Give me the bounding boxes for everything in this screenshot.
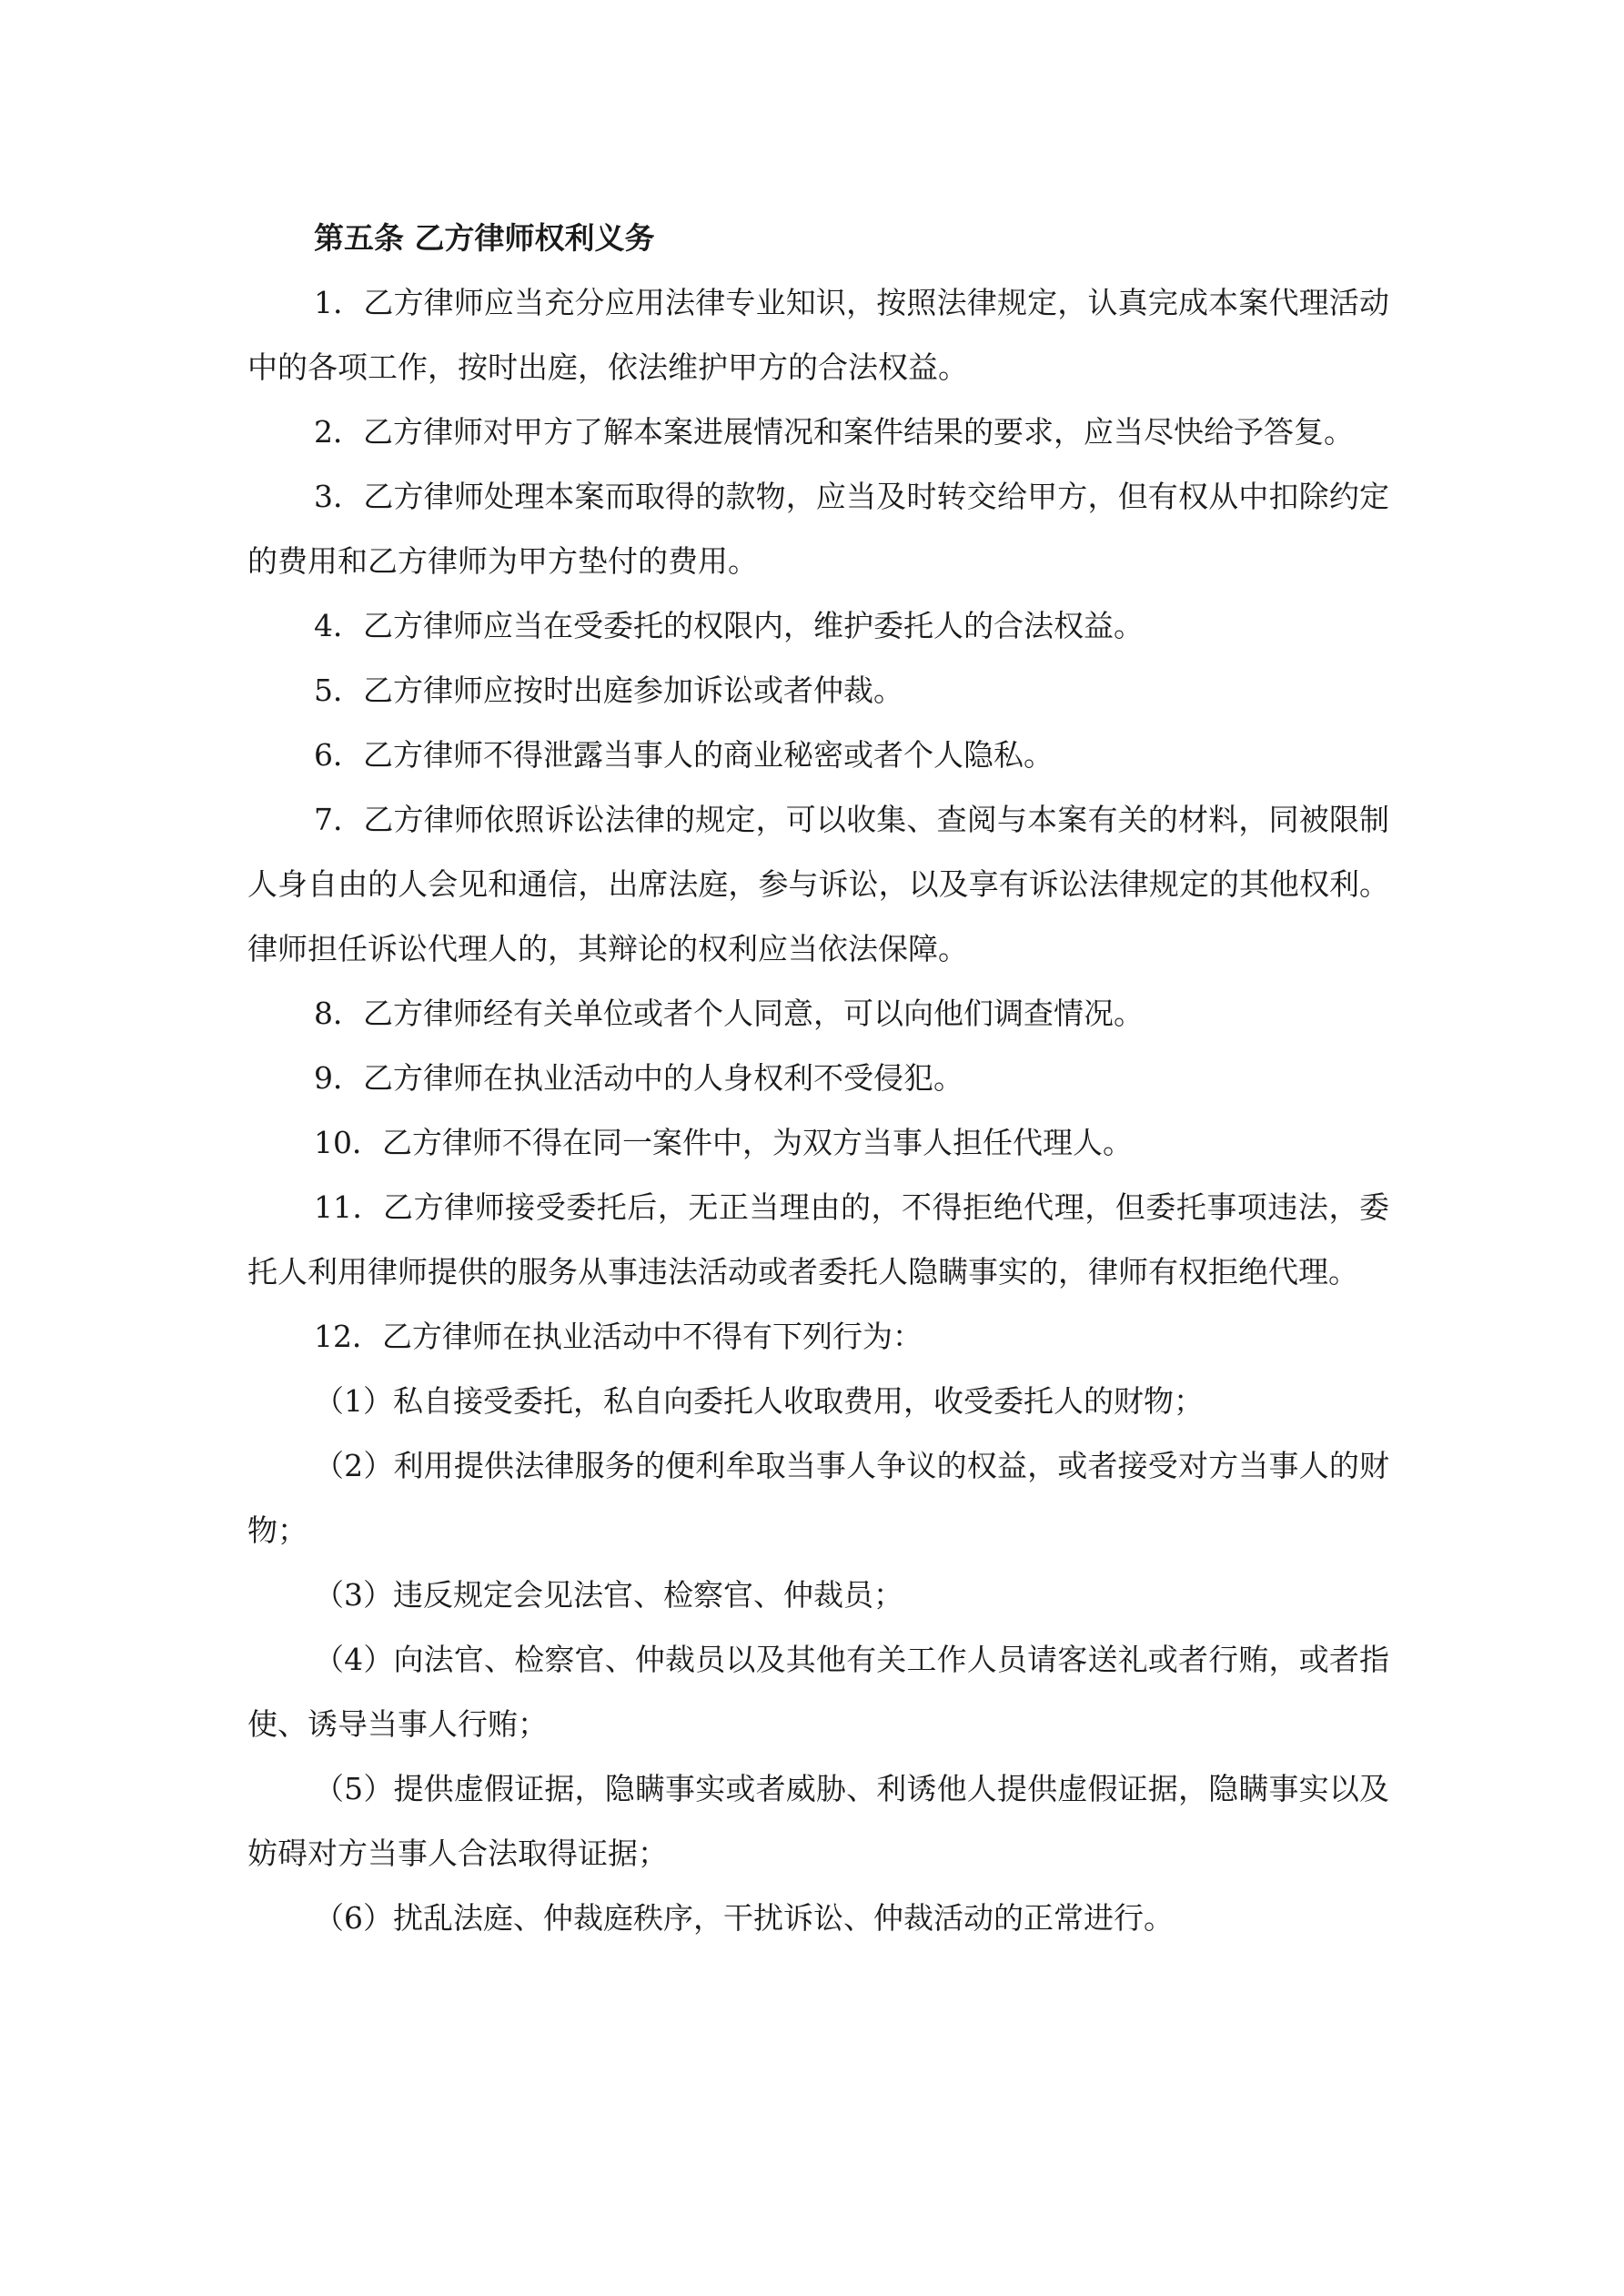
paragraph-6: 6．乙方律师不得泄露当事人的商业秘密或者个人隐私。 xyxy=(314,737,1054,773)
section-title: 第五条 乙方律师权利义务 xyxy=(314,220,655,256)
list-item-6: （6）扰乱法庭、仲裁庭秩序，干扰诉讼、仲裁活动的正常进行。 xyxy=(314,1900,1174,1936)
paragraph-9: 9．乙方律师在执业活动中的人身权利不受侵犯。 xyxy=(314,1060,963,1096)
paragraph-10: 10．乙方律师不得在同一案件中，为双方当事人担任代理人。 xyxy=(314,1125,1133,1160)
list-item-4: （4）向法官、检察官、仲裁员以及其他有关工作人员请客送礼或者行贿，或者指使、诱导当事人行贿； xyxy=(247,1642,1389,1742)
paragraph-3: 3．乙方律师处理本案而取得的款物，应当及时转交给甲方，但有权从中扣除约定的费用和乙方律师为甲方垫付的费用。 xyxy=(247,479,1389,579)
paragraph-11: 11．乙方律师接受委托后，无正当理由的，不得拒绝代理，但委托事项违法，委托人利用律师提供的服务从事违法活动或者委托人隐瞒事实的，律师有权拒绝代理。 xyxy=(247,1189,1389,1290)
list-item-5: （5）提供虚假证据，隐瞒事实或者威胁、利诱他人提供虚假证据，隐瞒事实以及妨碍对方当事人合法取得证据； xyxy=(247,1771,1389,1871)
paragraph-5: 5．乙方律师应按时出庭参加诉讼或者仲裁。 xyxy=(314,673,903,708)
list-item-3: （3）违反规定会见法官、检察官、仲裁员； xyxy=(314,1577,903,1613)
paragraph-12: 12．乙方律师在执业活动中不得有下列行为： xyxy=(314,1319,923,1354)
paragraph-2: 2．乙方律师对甲方了解本案进展情况和案件结果的要求，应当尽快给予答复。 xyxy=(314,414,1354,450)
list-item-1: （1）私自接受委托，私自向委托人收取费用，收受委托人的财物； xyxy=(314,1383,1204,1419)
paragraph-8: 8．乙方律师经有关单位或者个人同意，可以向他们调查情况。 xyxy=(314,996,1144,1031)
paragraph-4: 4．乙方律师应当在受委托的权限内，维护委托人的合法权益。 xyxy=(314,608,1144,643)
paragraph-7: 7．乙方律师依照诉讼法律的规定，可以收集、查阅与本案有关的材料，同被限制人身自由的人会见和通信，出席法庭，参与诉讼，以及享有诉讼法律规定的其他权利。律师担任诉讼代理人的，其辩论的权利应当依法保障。 xyxy=(247,802,1389,966)
list-item-2: （2）利用提供法律服务的便利牟取当事人争议的权益，或者接受对方当事人的财物； xyxy=(247,1448,1389,1548)
document-body xyxy=(247,206,1389,1950)
paragraph-1: 1．乙方律师应当充分应用法律专业知识，按照法律规定，认真完成本案代理活动中的各项工作，按时出庭，依法维护甲方的合法权益。 xyxy=(247,285,1389,385)
